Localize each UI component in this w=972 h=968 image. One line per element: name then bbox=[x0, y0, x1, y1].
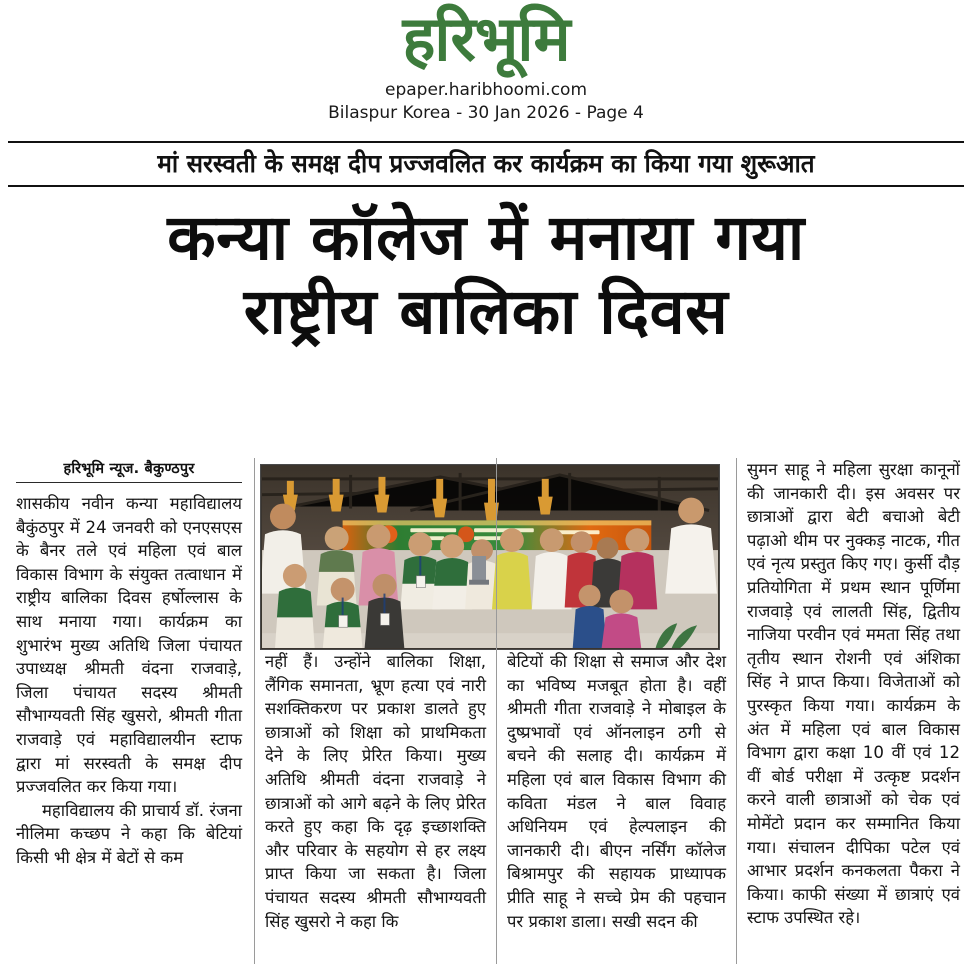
page-title bbox=[8, 201, 964, 350]
masthead bbox=[8, 0, 964, 125]
article-kicker: मां सरस्वती के समक्ष दीप प्रज्जवलित कर कार्यक्रम का किया गया शुरूआत bbox=[157, 148, 815, 178]
text-column-4 bbox=[736, 458, 964, 964]
text-column-1 bbox=[8, 458, 252, 964]
headline-line-2: राष्ट्रीय बालिका दिवस bbox=[243, 275, 729, 349]
haribhoomi-logo: हरिभूमि bbox=[402, 2, 570, 75]
edition-line: Bilaspur Korea - 30 Jan 2026 - Page 4 bbox=[328, 103, 644, 124]
paragraph: नहीं हैं। उन्होंने बालिका शिक्षा, लैंगिक समानता, भ्रूण हत्या एवं नारी सशक्तिकरण पर प्रकाश डालते हुए छात्राओं को शिक्षा को प्राथमिकता देने के लिए प्रेरित किया। मुख्य अतिथि श्रीमती वंदना राजवाड़े ने छात्राओं को आगे बढ़ने के लिए प्रेरित करते हुए कहा कि दृढ़ इच्छाशक्ति और परिवार के सहयोग से हर लक्ष्य प्राप्त किया जा सकता है। जिला पंचायत सदस्य श्रीमती सौभाग्यवती सिंह खुसरो ने कहा कि bbox=[265, 652, 486, 931]
headline-line-1: कन्या कॉलेज में मनाया गया bbox=[167, 200, 805, 274]
text-column-3 bbox=[496, 458, 736, 964]
paragraph: महाविद्यालय की प्राचार्य डॉ. रंजना नीलिमा कच्छप ने कहा कि बेटियां किसी भी क्षेत्र में बेटों से कम bbox=[16, 800, 242, 867]
epaper-website: epaper.haribhoomi.com bbox=[384, 80, 588, 101]
paragraph: शासकीय नवीन कन्या महाविद्यालय बैकुंठपुर में 24 जनवरी को एनएसएस के बैनर तले एवं महिला एवं बाल विकास विभाग के संयुक्त तत्वाधान में राष्ट्रीय बालिका दिवस हर्षोल्लास के साथ मनाया गया। कार्यक्रम का शुभारंभ मुख्य अतिथि जिला पंचायत उपाध्यक्ष श्रीमती वंदना राजवाड़े, जिला पंचायत सदस्य श्रीमती सौभाग्यवती सिंह खुसरो, श्रीमती गीता राजवाड़े एवं महाविद्यालयीन स्टाफ द्वारा मां सरस्वती के समक्ष दीप प्रज्जवलित कर किया गया। bbox=[16, 494, 242, 797]
text-column-2 bbox=[254, 458, 496, 964]
article-body bbox=[8, 458, 964, 964]
kicker-band bbox=[8, 141, 964, 187]
paragraph: बेटियों की शिक्षा से समाज और देश का भविष्य मजबूत होता है। वहीं श्रीमती गीता राजवाड़े ने मोबाइल के दुष्प्रभावों एवं ऑनलाइन ठगी से बचने की सलाह दी। कार्यक्रम में महिला एवं बाल विकास विभाग की कविता मंडल ने बाल विवाह अधिनियम एवं हेल्पलाइन की जानकारी दी। बीएन नर्सिंग कॉलेज बिश्रामपुर की सहायक प्राध्यापक प्रीति साहू ने सच्चे प्रेम की पहचान पर प्रकाश डाला। सखी सदन की bbox=[507, 652, 726, 931]
paragraph: सुमन साहू ने महिला सुरक्षा कानूनों की जानकारी दी। इस अवसर पर छात्राओं द्वारा बेटी बचाओ बेटी पढ़ाओ थीम पर नुक्कड़ नाटक, गीत एवं नृत्य प्रस्तुत किए गए। कुर्सी दौड़ प्रतियोगिता में प्रथम स्थान पूर्णिमा राजवाड़े एवं लालती सिंह, द्वितीय नाजिया परवीन एवं ममता सिंह तथा तृतीय स्थान रोशनी एवं अंशिका सिंह ने प्राप्त किया। विजेताओं को पुरस्कृत किया गया। कार्यक्रम के अंत में महिला एवं बाल विकास विभाग द्वारा कक्षा 10 वीं एवं 12 वीं बोर्ड परीक्षा में उत्कृष्ट प्रदर्शन करने वाली छात्राओं को चेक एवं मोमेंटो प्रदान कर सम्मानित किया गया। संचालन दीपिका पटेल एवं आभार प्रदर्शन कनकलता पैकरा ने किया। काफी संख्या में छात्राएं एवं स्टाफ उपस्थित रहे। bbox=[747, 460, 960, 928]
byline: हरिभूमि न्यूज. बैकुण्ठपुर bbox=[16, 458, 242, 483]
